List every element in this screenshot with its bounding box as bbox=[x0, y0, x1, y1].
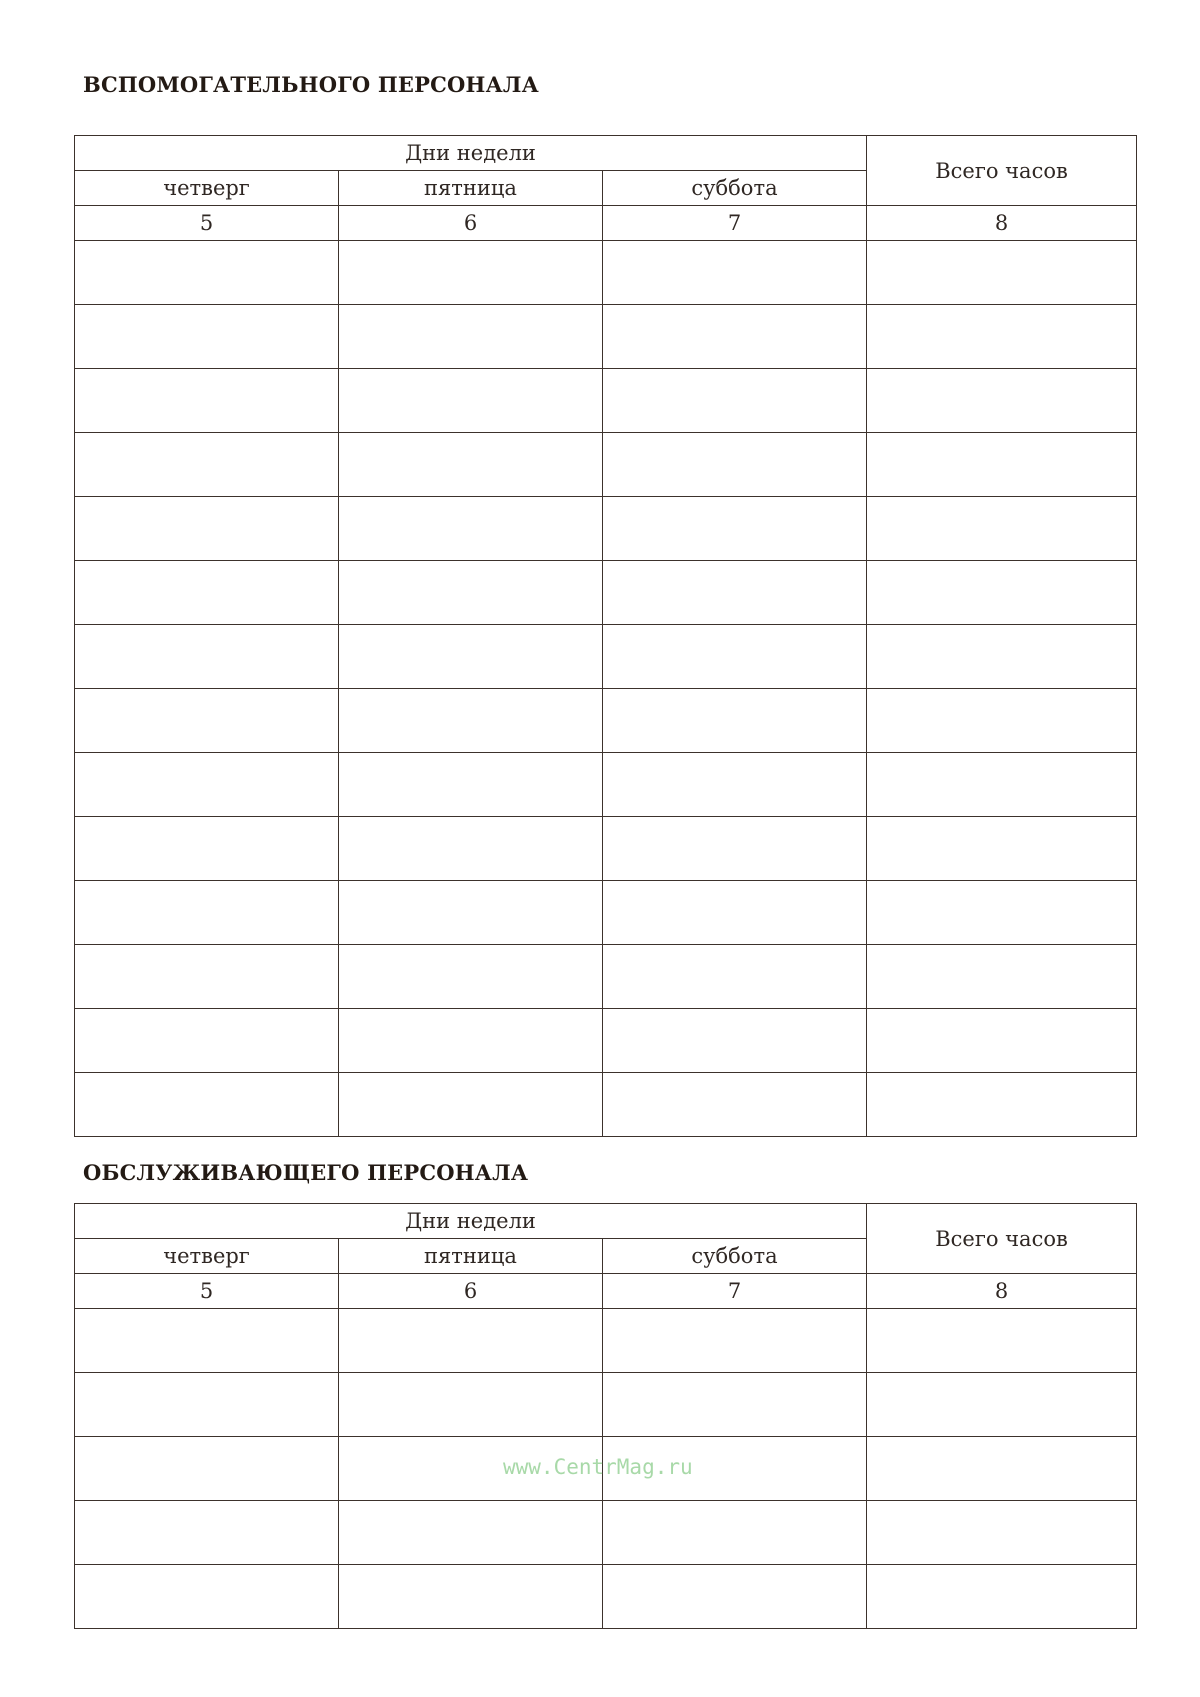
empty-cell bbox=[339, 1309, 603, 1373]
empty-cell bbox=[339, 1009, 603, 1073]
column-number: 8 bbox=[867, 1274, 1137, 1309]
empty-cell bbox=[75, 945, 339, 1009]
column-number: 6 bbox=[339, 206, 603, 241]
column-number: 7 bbox=[603, 206, 867, 241]
header-day-thursday: четверг bbox=[75, 171, 339, 206]
empty-cell bbox=[867, 1501, 1137, 1565]
table-row bbox=[75, 625, 1137, 689]
empty-cell bbox=[867, 241, 1137, 305]
table-row bbox=[75, 1009, 1137, 1073]
empty-cell bbox=[75, 1073, 339, 1137]
empty-cell bbox=[339, 1073, 603, 1137]
empty-cell bbox=[75, 1501, 339, 1565]
table-row bbox=[75, 1501, 1137, 1565]
column-number: 7 bbox=[603, 1274, 867, 1309]
empty-cell bbox=[339, 881, 603, 945]
table-row bbox=[75, 753, 1137, 817]
empty-cell bbox=[603, 241, 867, 305]
empty-cell bbox=[603, 433, 867, 497]
empty-cell bbox=[339, 369, 603, 433]
header-total-hours: Всего часов bbox=[867, 1204, 1137, 1274]
table-row bbox=[75, 817, 1137, 881]
empty-cell bbox=[867, 945, 1137, 1009]
schedule-table-auxiliary-staff bbox=[74, 135, 1137, 1137]
empty-cell bbox=[339, 241, 603, 305]
empty-cell bbox=[75, 433, 339, 497]
header-total-hours: Всего часов bbox=[867, 136, 1137, 206]
empty-cell bbox=[75, 369, 339, 433]
table-row bbox=[75, 305, 1137, 369]
column-number: 8 bbox=[867, 206, 1137, 241]
empty-cell bbox=[603, 1501, 867, 1565]
empty-cell bbox=[339, 1565, 603, 1629]
empty-cell bbox=[603, 497, 867, 561]
empty-cell bbox=[603, 817, 867, 881]
table-row bbox=[75, 881, 1137, 945]
empty-cell bbox=[867, 881, 1137, 945]
empty-cell bbox=[867, 497, 1137, 561]
empty-cell bbox=[867, 689, 1137, 753]
table-row bbox=[75, 561, 1137, 625]
empty-cell bbox=[75, 625, 339, 689]
empty-cell bbox=[75, 753, 339, 817]
column-number: 5 bbox=[75, 1274, 339, 1309]
header-days-of-week: Дни недели bbox=[75, 1204, 867, 1239]
empty-cell bbox=[75, 561, 339, 625]
table-row bbox=[75, 945, 1137, 1009]
section-title-auxiliary-staff: ВСПОМОГАТЕЛЬНОГО ПЕРСОНАЛА bbox=[83, 72, 539, 97]
empty-cell bbox=[75, 1009, 339, 1073]
empty-cell bbox=[339, 1501, 603, 1565]
empty-cell bbox=[75, 1565, 339, 1629]
empty-cell bbox=[867, 369, 1137, 433]
empty-cell bbox=[75, 241, 339, 305]
watermark: www.CentrMag.ru bbox=[503, 1455, 693, 1479]
empty-cell bbox=[867, 1073, 1137, 1137]
schedule-table-service-staff bbox=[74, 1203, 1137, 1629]
column-number: 5 bbox=[75, 206, 339, 241]
empty-cell bbox=[603, 561, 867, 625]
empty-cell bbox=[603, 625, 867, 689]
header-days-of-week: Дни недели bbox=[75, 136, 867, 171]
header-day-saturday: суббота bbox=[603, 171, 867, 206]
empty-cell bbox=[603, 689, 867, 753]
table-row bbox=[75, 369, 1137, 433]
table-row bbox=[75, 241, 1137, 305]
table-row bbox=[75, 1309, 1137, 1373]
column-number: 6 bbox=[339, 1274, 603, 1309]
empty-cell bbox=[867, 625, 1137, 689]
empty-cell bbox=[603, 881, 867, 945]
empty-cell bbox=[75, 689, 339, 753]
empty-cell bbox=[339, 305, 603, 369]
empty-cell bbox=[603, 753, 867, 817]
empty-cell bbox=[339, 945, 603, 1009]
empty-cell bbox=[75, 497, 339, 561]
table-row bbox=[75, 1565, 1137, 1629]
empty-cell bbox=[603, 945, 867, 1009]
empty-cell bbox=[75, 1437, 339, 1501]
empty-cell bbox=[603, 1073, 867, 1137]
empty-cell bbox=[867, 753, 1137, 817]
section-title-service-staff: ОБСЛУЖИВАЮЩЕГО ПЕРСОНАЛА bbox=[83, 1160, 529, 1185]
header-day-saturday: суббота bbox=[603, 1239, 867, 1274]
empty-cell bbox=[603, 1565, 867, 1629]
empty-cell bbox=[339, 561, 603, 625]
empty-cell bbox=[603, 369, 867, 433]
table-row bbox=[75, 433, 1137, 497]
table-row bbox=[75, 1073, 1137, 1137]
empty-cell bbox=[867, 433, 1137, 497]
empty-cell bbox=[339, 497, 603, 561]
table-row bbox=[75, 1373, 1137, 1437]
empty-cell bbox=[339, 1373, 603, 1437]
table-row bbox=[75, 689, 1137, 753]
table-body-auxiliary-staff bbox=[75, 241, 1137, 1137]
empty-cell bbox=[867, 305, 1137, 369]
empty-cell bbox=[603, 1009, 867, 1073]
empty-cell bbox=[867, 1437, 1137, 1501]
header-day-friday: пятница bbox=[339, 171, 603, 206]
empty-cell bbox=[75, 305, 339, 369]
empty-cell bbox=[75, 817, 339, 881]
header-day-thursday: четверг bbox=[75, 1239, 339, 1274]
empty-cell bbox=[339, 817, 603, 881]
empty-cell bbox=[867, 561, 1137, 625]
empty-cell bbox=[75, 881, 339, 945]
empty-cell bbox=[603, 305, 867, 369]
empty-cell bbox=[339, 753, 603, 817]
table-row bbox=[75, 497, 1137, 561]
header-day-friday: пятница bbox=[339, 1239, 603, 1274]
empty-cell bbox=[867, 1009, 1137, 1073]
empty-cell bbox=[75, 1309, 339, 1373]
empty-cell bbox=[867, 1309, 1137, 1373]
empty-cell bbox=[75, 1373, 339, 1437]
empty-cell bbox=[867, 1373, 1137, 1437]
empty-cell bbox=[867, 1565, 1137, 1629]
empty-cell bbox=[339, 625, 603, 689]
empty-cell bbox=[339, 433, 603, 497]
empty-cell bbox=[867, 817, 1137, 881]
empty-cell bbox=[603, 1309, 867, 1373]
empty-cell bbox=[603, 1373, 867, 1437]
empty-cell bbox=[339, 689, 603, 753]
